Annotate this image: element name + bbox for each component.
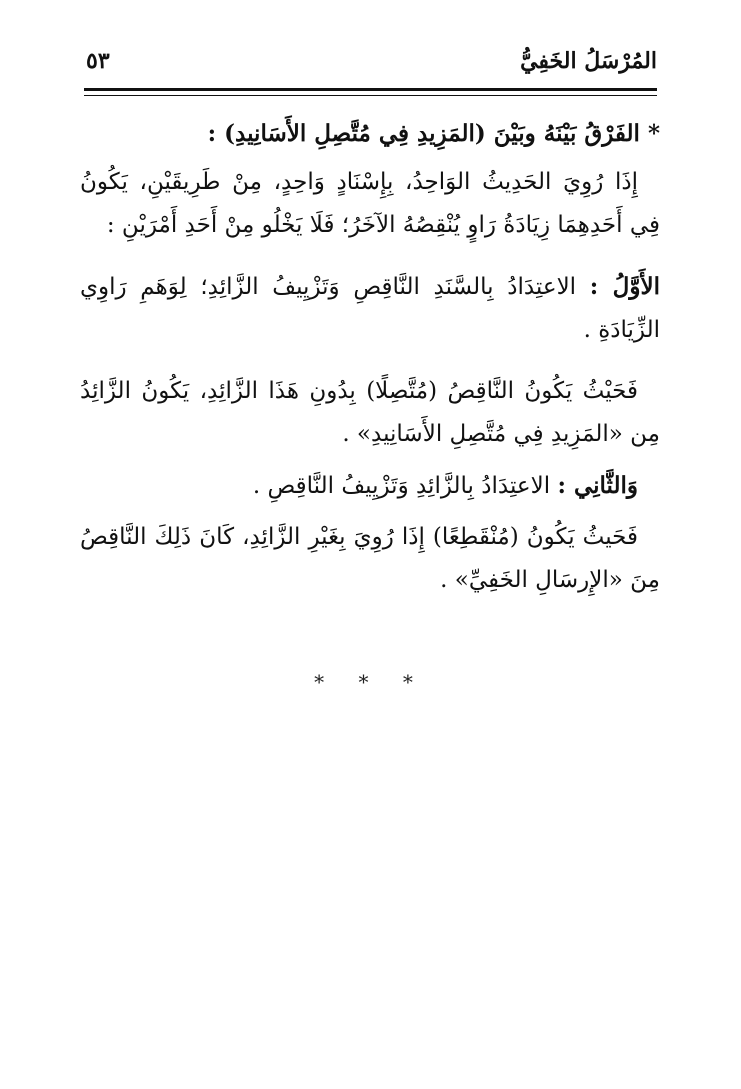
- second-option-text: الاعتِدَادُ بِالزَّائِدِ وَتَزْيِيفُ النَّاقِصِ .: [252, 473, 551, 499]
- section-heading: * الفَرْقُ بَيْنَهُ وبَيْنَ (المَزِيدِ فِي مُتَّصِلِ الأَسَانِيدِ) :: [207, 120, 660, 147]
- page-number: ٥٣: [86, 48, 110, 74]
- first-option-label: الأَوَّلُ :: [589, 273, 660, 300]
- paragraph-first-consequence: فَحَيْثُ يَكُونُ النَّاقِصُ (مُتَّصِلًا) بِدُونِ هَذَا الزَّائِدِ، يَكُونُ الزَّائِدُ مِن «المَزِيدِ فِي مُتَّصِلِ الأَسَانِيدِ» .: [80, 378, 660, 447]
- header-rule-thick: [84, 88, 657, 91]
- paragraph-first-option: [80, 265, 660, 352]
- first-option-text: الاعتِدَادُ بِالسَّنَدِ النَّاقِصِ وَتَزْيِيفُ الزَّائِدِ؛ لِوَهَمِ رَاوِي الزِّيَادَةِ .: [80, 274, 660, 343]
- header-rule-thin: [84, 95, 657, 96]
- page-body: [80, 112, 660, 602]
- paragraph-second-option: [80, 464, 660, 508]
- paragraph-second-consequence: فَحَيثُ يَكُونُ (مُنْقَطِعًا) إِذَا رُوِيَ بِغَيْرِ الزَّائِدِ، كَانَ ذَلِكَ النَّاقِصُ مِنَ «الإِرسَالِ الخَفِيِّ» .: [80, 524, 660, 593]
- section-end-ornament: * * *: [314, 670, 427, 694]
- running-title: المُرْسَلُ الخَفِيُّ: [520, 48, 657, 74]
- second-option-label: وَالثَّانِي :: [557, 472, 638, 499]
- paragraph-intro: إِذَا رُوِيَ الحَدِيثُ الوَاحِدُ، بِإِسْنَادٍ وَاحِدٍ، مِنْ طَرِيقَيْنِ، يَكُونُ فِي أَحَدِهِمَا زِيَادَةُ رَاوٍ يُنْقِصُهُ الآخَرُ؛ فَلَا يَخْلُو مِنْ أَحَدِ أَمْرَيْنِ :: [80, 169, 660, 238]
- page-header: [84, 44, 657, 84]
